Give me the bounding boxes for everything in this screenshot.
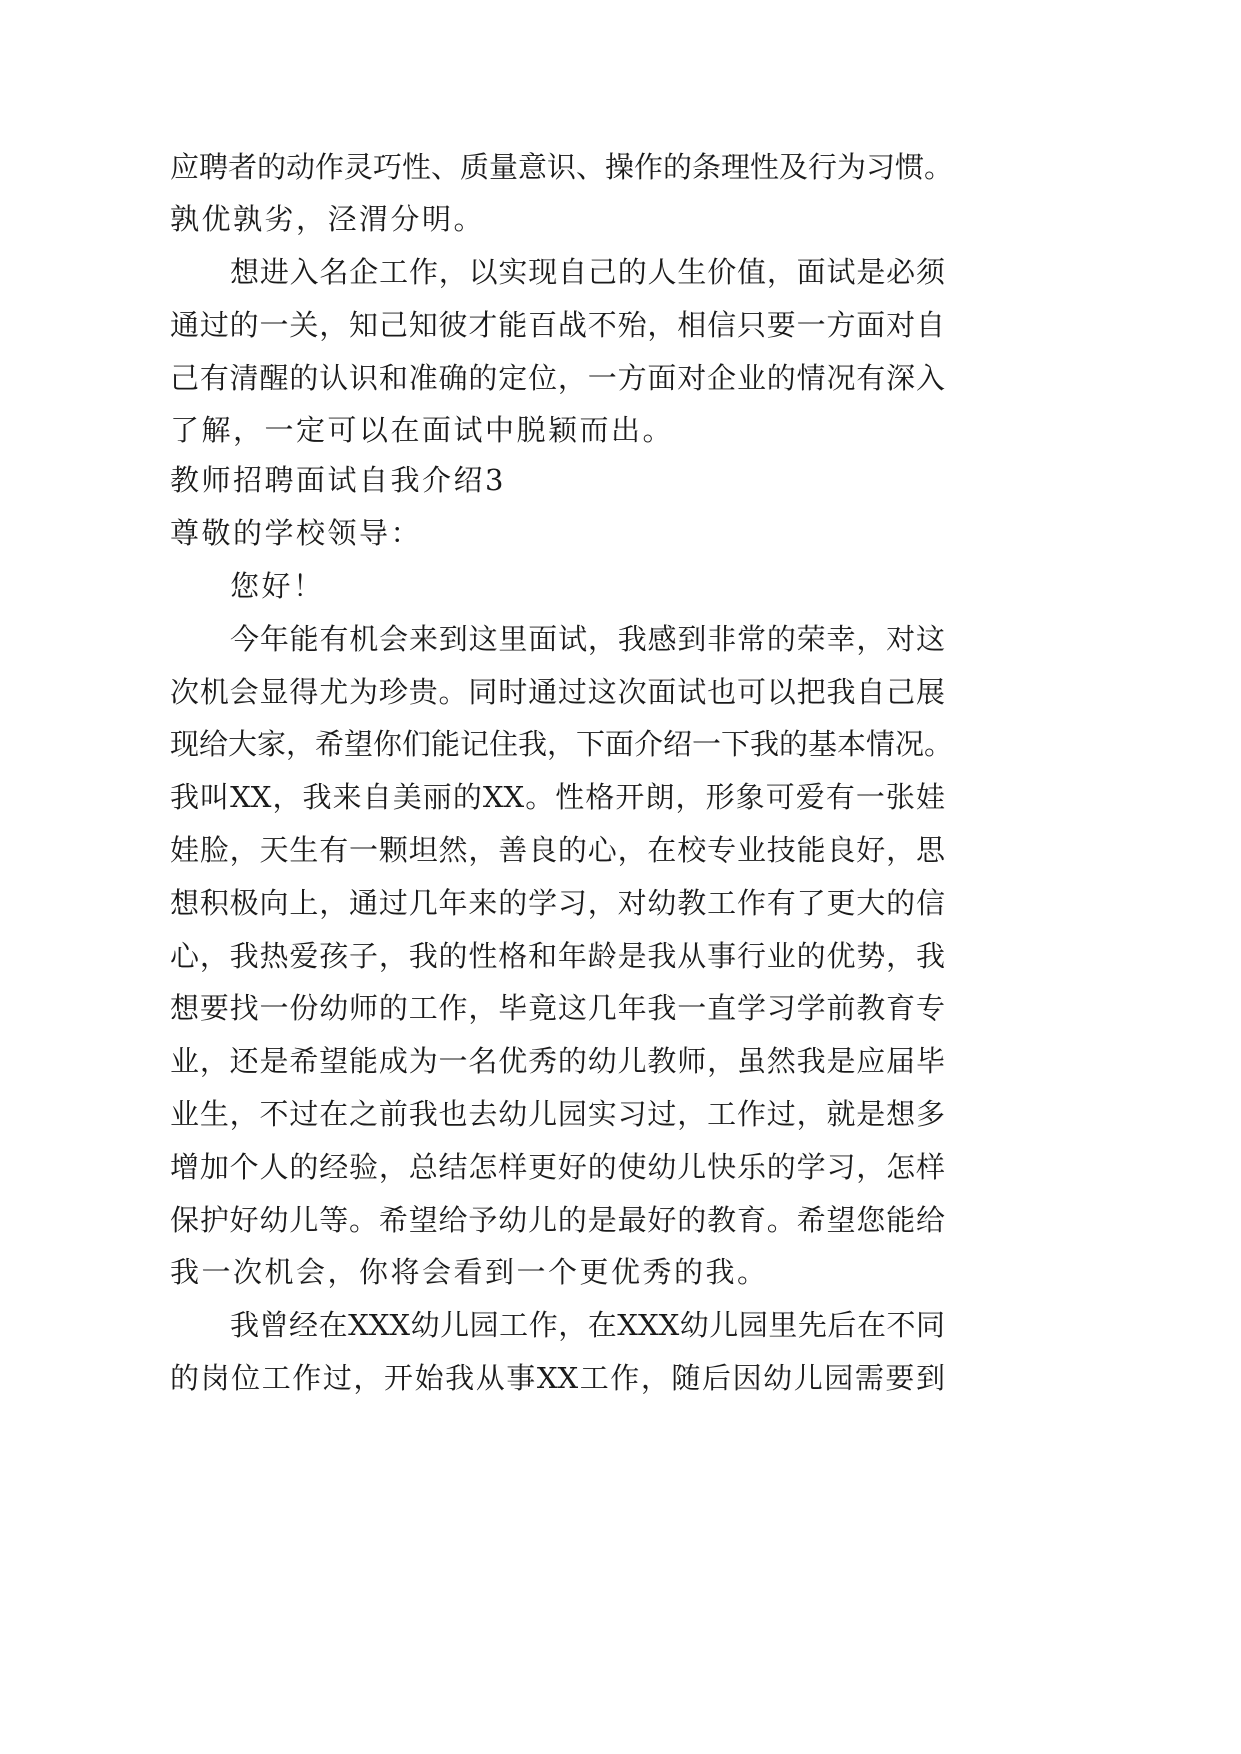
section-heading: 教师招聘面试自我介绍3	[170, 463, 506, 497]
salutation: 尊敬的学校领导：	[170, 516, 423, 550]
paragraph-line: 我曾经在XXX幼儿园工作，在XXX幼儿园里先后在不同	[230, 1308, 945, 1342]
body-line: 心，我热爱孩子，我的性格和年龄是我从事行业的优势，我	[170, 939, 945, 973]
body-line: 保护好幼儿等。希望给予幼儿的是最好的教育。希望您能给	[170, 1203, 945, 1237]
paragraph-line: 想进入名企工作，以实现自己的人生价值，面试是必须	[230, 255, 945, 289]
body-line: 业，还是希望能成为一名优秀的幼儿教师，虽然我是应届毕	[170, 1044, 945, 1078]
body-line: 业生，不过在之前我也去幼儿园实习过，工作过，就是想多	[170, 1097, 945, 1131]
body-line: 孰优孰劣，泾渭分明。	[170, 202, 486, 236]
body-line: 想积极向上，通过几年来的学习，对幼教工作有了更大的信	[170, 886, 945, 920]
body-line: 通过的一关，知己知彼才能百战不殆，相信只要一方面对自	[170, 308, 945, 342]
body-line: 次机会显得尤为珍贵。同时通过这次面试也可以把我自己展	[170, 675, 945, 709]
body-line: 想要找一份幼师的工作，毕竟这几年我一直学习学前教育专	[170, 991, 945, 1025]
body-line: 己有清醒的认识和准确的定位，一方面对企业的情况有深入	[170, 361, 945, 395]
body-line: 增加个人的经验，总结怎样更好的使幼儿快乐的学习，怎样	[170, 1150, 945, 1184]
body-line: 我叫XX，我来自美丽的XX。性格开朗，形象可爱有一张娃	[170, 780, 945, 814]
greeting: 您好！	[230, 569, 325, 603]
body-line: 我一次机会，你将会看到一个更优秀的我。	[170, 1255, 769, 1289]
body-line: 现给大家，希望你们能记住我，下面介绍一下我的基本情况。	[170, 727, 954, 761]
paragraph-line: 今年能有机会来到这里面试，我感到非常的荣幸，对这	[230, 622, 945, 656]
body-line: 应聘者的动作灵巧性、质量意识、操作的条理性及行为习惯。	[170, 150, 954, 184]
body-line: 了解，一定可以在面试中脱颖而出。	[170, 413, 675, 447]
body-line: 的岗位工作过，开始我从事XX工作，随后因幼儿园需要到	[170, 1361, 945, 1395]
body-line: 娃脸，天生有一颗坦然，善良的心，在校专业技能良好，思	[170, 833, 945, 867]
